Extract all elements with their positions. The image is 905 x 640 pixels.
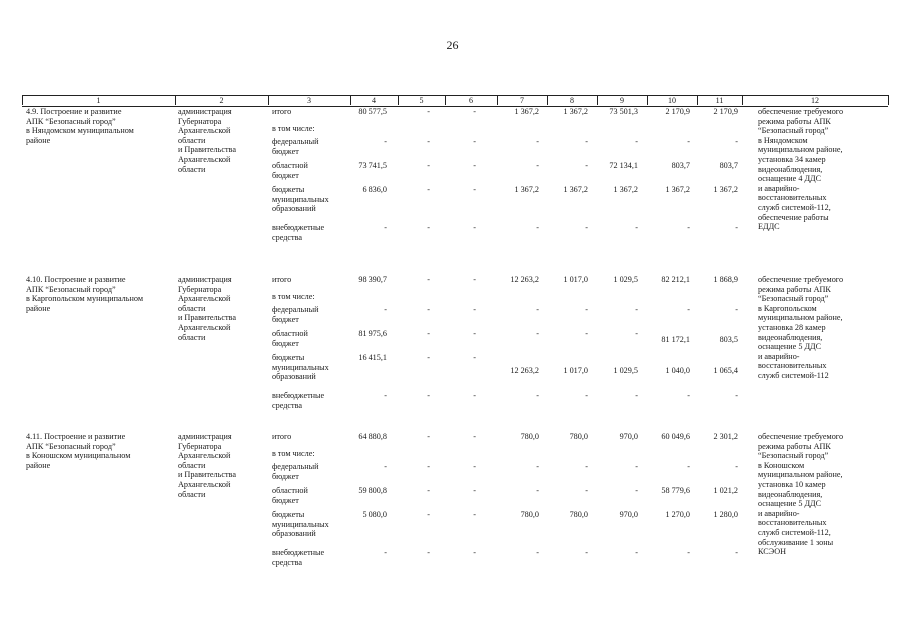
value-cell: -: [473, 391, 476, 400]
header-divider: [647, 95, 648, 105]
value-cell: -: [635, 462, 638, 471]
header-col-2: 2: [219, 96, 224, 105]
value-cell: -: [687, 223, 690, 232]
executor-text: администрация Губернатора Архангельской области и Правительства Архангельской области: [178, 432, 236, 499]
value-cell: -: [635, 223, 638, 232]
value-cell: -: [635, 486, 638, 495]
value-cell: 803,7: [719, 161, 738, 170]
header-divider: [597, 95, 598, 105]
value-cell: -: [585, 548, 588, 557]
row-label: итого: [272, 275, 292, 284]
value-cell: -: [473, 275, 476, 284]
result-text: обеспечение требуемого режима работы АПК “Безопасный город” в Няндомском муниципальном районе, установка 34 камер видеонаблюдения, оснащение 4 ДДС и аварийно- восстановительных служб системой-112, обеспечение работы ЕДДС: [758, 107, 844, 232]
value-cell: -: [536, 329, 539, 338]
row-label: областной бюджет: [272, 161, 308, 180]
value-cell: -: [473, 486, 476, 495]
value-cell: -: [536, 486, 539, 495]
section-title: 4.11. Построение и развитие АПК “Безопасный город” в Коношском муниципальном районе: [26, 432, 131, 470]
row-label: федеральный бюджет: [272, 137, 319, 156]
value-cell: 2 170,9: [665, 107, 690, 116]
value-cell: 80 577,5: [358, 107, 387, 116]
value-cell: 1 367,2: [713, 185, 738, 194]
row-label: областной бюджет: [272, 329, 308, 348]
header-divider: [497, 95, 498, 105]
header-col-3: 3: [307, 96, 311, 105]
value-cell: -: [473, 223, 476, 232]
row-label: бюджеты муниципальных образований: [272, 353, 329, 382]
value-cell: -: [384, 462, 387, 471]
value-cell: -: [473, 329, 476, 338]
value-cell: 780,0: [520, 432, 539, 441]
value-cell: 1 017,0: [563, 275, 588, 284]
value-cell: 780,0: [569, 510, 588, 519]
value-cell: -: [585, 462, 588, 471]
value-cell: 1 065,4: [713, 366, 738, 376]
value-cell: -: [427, 510, 430, 519]
value-cell: -: [635, 137, 638, 146]
row-label: итого: [272, 107, 292, 116]
value-cell: -: [473, 107, 476, 116]
value-cell: -: [536, 548, 539, 557]
header-col-5: 5: [419, 96, 424, 105]
value-cell: -: [427, 548, 430, 557]
value-cell: -: [384, 305, 387, 314]
value-cell: 1 280,0: [713, 510, 738, 519]
value-cell: 1 367,2: [563, 185, 588, 194]
value-cell: 1 367,2: [613, 185, 638, 194]
header-col-6: 6: [469, 96, 473, 105]
value-cell: 780,0: [569, 432, 588, 441]
value-cell: 1 040,0: [665, 366, 690, 376]
value-cell: 803,7: [671, 161, 690, 170]
value-cell: -: [585, 137, 588, 146]
header-divider: [268, 95, 269, 105]
value-cell: 780,0: [520, 510, 539, 519]
value-cell: 2 301,2: [713, 432, 738, 441]
value-cell: -: [384, 223, 387, 232]
value-cell: -: [427, 305, 430, 314]
value-cell: 970,0: [619, 510, 638, 519]
header-divider: [22, 95, 23, 105]
value-cell: -: [536, 161, 539, 170]
value-cell: -: [687, 391, 690, 400]
value-cell: -: [735, 137, 738, 146]
value-cell: -: [585, 391, 588, 400]
value-cell: 1 868,9: [713, 275, 738, 284]
value-cell: -: [427, 161, 430, 170]
value-cell: -: [473, 548, 476, 557]
header-col-4: 4: [372, 96, 376, 105]
value-cell: -: [384, 391, 387, 400]
value-cell: 1 017,0: [563, 366, 588, 376]
value-cell: -: [635, 391, 638, 400]
value-cell: -: [536, 137, 539, 146]
row-label: бюджеты муниципальных образований: [272, 510, 329, 539]
row-label: федеральный бюджет: [272, 462, 319, 481]
value-cell: -: [585, 329, 588, 338]
value-cell: -: [687, 548, 690, 557]
executor-text: администрация Губернатора Архангельской области и Правительства Архангельской области: [178, 275, 236, 342]
value-cell: 1 021,2: [713, 486, 738, 495]
header-col-10: 10: [668, 96, 676, 105]
value-cell: 16 415,1: [358, 353, 387, 362]
value-cell: 98 390,7: [358, 275, 387, 284]
value-cell: -: [427, 391, 430, 400]
value-cell: 2 170,9: [713, 107, 738, 116]
header-col-8: 8: [570, 96, 574, 105]
row-label: внебюджетные средства: [272, 548, 325, 567]
value-cell: 1 367,2: [514, 185, 539, 194]
value-cell: 1 367,2: [563, 107, 588, 116]
value-cell: -: [473, 510, 476, 519]
value-cell: 803,5: [719, 334, 738, 344]
value-cell: -: [536, 223, 539, 232]
value-cell: 6 836,0: [362, 185, 387, 194]
header-divider: [175, 95, 176, 105]
value-cell: 970,0: [619, 432, 638, 441]
value-cell: 1 029,5: [613, 275, 638, 284]
header-col-11: 11: [715, 96, 724, 105]
value-cell: -: [687, 305, 690, 314]
result-text: обеспечение требуемого режима работы АПК “Безопасный город” в Каргопольском муниципальном районе, установка 28 камер видеонаблюдения, оснащение 5 ДДС и аварийно- восстановительных служб системой-112: [758, 275, 844, 380]
header-divider: [742, 95, 743, 105]
value-cell: 12 263,2: [510, 366, 539, 376]
value-cell: -: [635, 548, 638, 557]
value-cell: 5 080,0: [362, 510, 387, 519]
value-cell: -: [427, 137, 430, 146]
header-divider: [398, 95, 399, 105]
value-cell: -: [427, 353, 430, 362]
value-cell: 81 172,1: [661, 334, 690, 344]
page-number: 26: [446, 38, 459, 52]
value-cell: -: [635, 305, 638, 314]
value-cell: -: [536, 305, 539, 314]
value-cell: 1 367,2: [514, 107, 539, 116]
header-col-9: 9: [620, 96, 624, 105]
value-cell: -: [473, 305, 476, 314]
row-label: бюджеты муниципальных образований: [272, 185, 329, 214]
value-cell: 64 880,8: [358, 432, 387, 441]
value-cell: 58 779,6: [661, 486, 690, 495]
value-cell: -: [635, 329, 638, 338]
value-cell: -: [735, 548, 738, 557]
value-cell: -: [427, 185, 430, 194]
value-cell: -: [473, 353, 476, 362]
header-divider: [350, 95, 351, 105]
value-cell: 12 263,2: [510, 275, 539, 284]
header-col-12: 12: [811, 96, 819, 105]
value-cell: -: [585, 161, 588, 170]
value-cell: -: [427, 107, 430, 116]
value-cell: -: [384, 548, 387, 557]
value-cell: 73 501,3: [609, 107, 638, 116]
header-col-7: 7: [520, 96, 524, 105]
value-cell: -: [427, 223, 430, 232]
value-cell: -: [585, 305, 588, 314]
value-cell: 60 049,6: [661, 432, 690, 441]
header-col-1: 1: [96, 96, 101, 105]
value-cell: 1 367,2: [665, 185, 690, 194]
value-cell: -: [735, 391, 738, 400]
value-cell: 1 029,5: [613, 366, 638, 376]
value-cell: 82 212,1: [661, 275, 690, 284]
value-cell: -: [473, 161, 476, 170]
value-cell: 59 800,8: [358, 486, 387, 495]
value-cell: -: [473, 462, 476, 471]
value-cell: -: [473, 137, 476, 146]
value-cell: 72 134,1: [609, 161, 638, 170]
row-label: итого: [272, 432, 292, 441]
value-cell: -: [473, 432, 476, 441]
value-cell: -: [735, 223, 738, 232]
row-label: областной бюджет: [272, 486, 308, 505]
row-label: федеральный бюджет: [272, 305, 319, 324]
value-cell: -: [585, 486, 588, 495]
section-title: 4.10. Построение и развитие АПК “Безопасный город” в Каргопольском муниципальном районе: [26, 275, 143, 313]
row-label: внебюджетные средства: [272, 223, 325, 242]
value-cell: 81 975,6: [358, 329, 387, 338]
table-header-row: [22, 95, 888, 107]
value-cell: -: [473, 185, 476, 194]
value-cell: -: [735, 305, 738, 314]
header-divider: [445, 95, 446, 105]
value-cell: -: [536, 391, 539, 400]
header-divider: [697, 95, 698, 105]
value-cell: 73 741,5: [358, 161, 387, 170]
value-cell: -: [384, 137, 387, 146]
result-text: обеспечение требуемого режима работы АПК “Безопасный город” в Коношском муниципальном районе, установка 10 камер видеонаблюдения, оснащение 5 ДДС и аварийно- восстановительных служб системой-112, обслуживание 1 зоны КСЭОН: [758, 432, 844, 557]
header-divider: [888, 95, 889, 105]
executor-text: администрация Губернатора Архангельской области и Правительства Архангельской области: [178, 107, 236, 174]
row-label: в том числе:: [272, 292, 315, 301]
row-label: в том числе:: [272, 124, 315, 133]
header-divider: [547, 95, 548, 105]
value-cell: 1 270,0: [665, 510, 690, 519]
value-cell: -: [687, 462, 690, 471]
value-cell: -: [427, 275, 430, 284]
value-cell: -: [687, 137, 690, 146]
row-label: в том числе:: [272, 449, 315, 458]
value-cell: -: [427, 432, 430, 441]
value-cell: -: [536, 462, 539, 471]
value-cell: -: [585, 223, 588, 232]
value-cell: -: [427, 462, 430, 471]
row-label: внебюджетные средства: [272, 391, 325, 410]
value-cell: -: [427, 486, 430, 495]
value-cell: -: [735, 462, 738, 471]
section-title: 4.9. Построение и развитие АПК “Безопасный город” в Няндомском муниципальном районе: [26, 107, 134, 145]
value-cell: -: [427, 329, 430, 338]
